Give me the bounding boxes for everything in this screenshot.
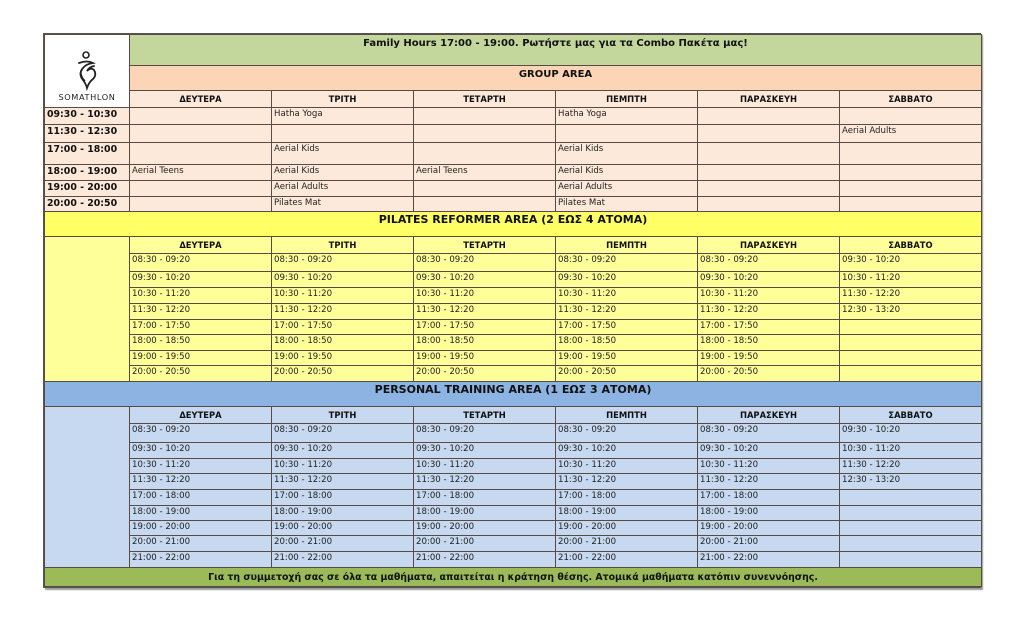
personal_area-row [45, 474, 982, 490]
personal_area-row [45, 459, 982, 474]
time-slot-cell: 20:00 - 20:50 [272, 366, 414, 382]
personal_area-row [45, 552, 982, 568]
family-hours-banner: Family Hours 17:00 - 19:00. Ρωτήστε μας για τα Combo Πακέτα μας! [130, 35, 982, 66]
group-class-cell [130, 181, 272, 197]
time-slot-cell: 19:00 - 20:00 [556, 521, 698, 536]
time-slot-cell [840, 351, 982, 366]
time-slot-cell: 19:00 - 19:50 [272, 351, 414, 366]
logo [45, 35, 130, 108]
group-day-header-row [45, 91, 982, 108]
group-area-title: GROUP AREA [130, 66, 982, 91]
pilates_area-row [45, 335, 982, 351]
time-slot-cell [840, 490, 982, 506]
time-slot-cell: 11:30 - 12:20 [840, 288, 982, 304]
time-slot-cell: 20:00 - 20:50 [130, 366, 272, 382]
group-time-slot: 18:00 - 19:00 [45, 165, 130, 181]
time-slot-cell: 18:00 - 19:00 [130, 506, 272, 521]
day-header: ΠΑΡΑΣΚΕΥΗ [698, 237, 840, 254]
group-class-cell: Aerial Adults [272, 181, 414, 197]
time-slot-cell: 18:00 - 18:50 [556, 335, 698, 351]
time-slot-cell: 11:30 - 12:20 [272, 304, 414, 320]
time-slot-cell: 08:30 - 09:20 [556, 424, 698, 443]
group-class-cell: Aerial Teens [414, 165, 556, 181]
day-header: ΣΑΒΒΑΤΟ [840, 237, 982, 254]
group-class-cell [130, 125, 272, 143]
time-slot-cell: 17:00 - 18:00 [272, 490, 414, 506]
time-slot-cell: 11:30 - 12:20 [556, 304, 698, 320]
time-slot-cell [840, 521, 982, 536]
group-class-cell [698, 181, 840, 197]
time-slot-cell: 08:30 - 09:20 [698, 254, 840, 272]
time-slot-cell: 10:30 - 11:20 [414, 459, 556, 474]
somathlon-figure-logo-icon [72, 51, 102, 91]
day-header: ΤΕΤΑΡΤΗ [414, 407, 556, 424]
pilates_area-side-blank [45, 237, 130, 382]
group-row [45, 197, 982, 212]
group-class-cell [698, 165, 840, 181]
time-slot-cell: 09:30 - 10:20 [414, 272, 556, 288]
time-slot-cell: 10:30 - 11:20 [556, 459, 698, 474]
time-slot-cell: 17:00 - 17:50 [130, 320, 272, 335]
personal_area-row [45, 506, 982, 521]
time-slot-cell: 08:30 - 09:20 [414, 254, 556, 272]
time-slot-cell: 10:30 - 11:20 [272, 288, 414, 304]
pilates_area-title-row [45, 212, 982, 237]
group-class-cell: Aerial Kids [272, 143, 414, 165]
time-slot-cell: 20:00 - 21:00 [272, 536, 414, 552]
group-class-cell: Aerial Adults [840, 125, 982, 143]
group-area-title-row [45, 66, 982, 91]
pilates_area-day-header-row [45, 237, 982, 254]
time-slot-cell: 11:30 - 12:20 [698, 304, 840, 320]
day-header: ΤΕΤΑΡΤΗ [414, 91, 556, 108]
time-slot-cell: 17:00 - 18:00 [556, 490, 698, 506]
time-slot-cell: 10:30 - 11:20 [840, 272, 982, 288]
pilates_area-row [45, 351, 982, 366]
group-class-cell: Hatha Yoga [556, 108, 698, 125]
time-slot-cell: 08:30 - 09:20 [414, 424, 556, 443]
group-row [45, 108, 982, 125]
day-header: ΤΡΙΤΗ [272, 237, 414, 254]
time-slot-cell: 20:00 - 20:50 [698, 366, 840, 382]
pilates_area-row [45, 272, 982, 288]
time-slot-cell: 17:00 - 17:50 [414, 320, 556, 335]
time-slot-cell: 17:00 - 18:00 [130, 490, 272, 506]
time-slot-cell: 09:30 - 10:20 [556, 272, 698, 288]
day-header: ΠΕΜΠΤΗ [556, 237, 698, 254]
time-slot-cell: 09:30 - 10:20 [698, 272, 840, 288]
time-slot-cell: 12:30 - 13:20 [840, 304, 982, 320]
time-slot-cell: 10:30 - 11:20 [840, 443, 982, 459]
group-class-cell: Aerial Kids [556, 143, 698, 165]
time-slot-cell: 20:00 - 21:00 [414, 536, 556, 552]
group-row [45, 125, 982, 143]
time-slot-cell: 21:00 - 22:00 [272, 552, 414, 568]
time-slot-cell: 09:30 - 10:20 [840, 254, 982, 272]
time-slot-cell [840, 506, 982, 521]
group-class-cell [272, 125, 414, 143]
group-class-cell [840, 108, 982, 125]
group-class-cell [840, 165, 982, 181]
group-class-cell [130, 143, 272, 165]
time-slot-cell: 11:30 - 12:20 [698, 474, 840, 490]
time-slot-cell: 18:00 - 19:00 [556, 506, 698, 521]
pilates_area-title: PILATES REFORMER AREA (2 ΕΩΣ 4 ΑΤΟΜΑ) [45, 212, 982, 237]
time-slot-cell: 12:30 - 13:20 [840, 474, 982, 490]
time-slot-cell: 09:30 - 10:20 [556, 443, 698, 459]
day-header: ΔΕΥΤΕΡΑ [130, 407, 272, 424]
time-slot-cell [840, 536, 982, 552]
group-class-cell: Aerial Kids [556, 165, 698, 181]
time-slot-cell: 11:30 - 12:20 [272, 474, 414, 490]
time-slot-cell: 08:30 - 09:20 [130, 424, 272, 443]
time-slot-cell: 18:00 - 19:00 [414, 506, 556, 521]
time-slot-cell: 17:00 - 17:50 [556, 320, 698, 335]
pilates_area-row [45, 254, 982, 272]
group-class-cell [556, 125, 698, 143]
group-time-slot: 11:30 - 12:30 [45, 125, 130, 143]
time-slot-cell: 09:30 - 10:20 [698, 443, 840, 459]
time-slot-cell: 10:30 - 11:20 [272, 459, 414, 474]
time-slot-cell: 18:00 - 18:50 [414, 335, 556, 351]
time-slot-cell: 11:30 - 12:20 [130, 474, 272, 490]
time-slot-cell: 11:30 - 12:20 [130, 304, 272, 320]
time-slot-cell: 20:00 - 20:50 [414, 366, 556, 382]
time-slot-cell [840, 366, 982, 382]
group-class-cell [698, 197, 840, 212]
time-slot-cell: 09:30 - 10:20 [272, 272, 414, 288]
schedule-table [44, 34, 982, 587]
logo-brand-text: SOMATHLON [58, 92, 116, 102]
personal_area-row [45, 443, 982, 459]
booking-notice: Για τη συμμετοχή σας σε όλα τα μαθήματα, απαιτείται η κράτηση θέσης. Ατομικά μαθήματα κατόπιν συνεννόησης. [45, 568, 982, 587]
day-header: ΤΡΙΤΗ [272, 91, 414, 108]
group-class-cell [840, 143, 982, 165]
day-header: ΣΑΒΒΑΤΟ [840, 407, 982, 424]
time-slot-cell: 08:30 - 09:20 [556, 254, 698, 272]
time-slot-cell: 19:00 - 19:50 [130, 351, 272, 366]
time-slot-cell: 10:30 - 11:20 [556, 288, 698, 304]
time-slot-cell: 10:30 - 11:20 [130, 288, 272, 304]
time-slot-cell: 18:00 - 18:50 [272, 335, 414, 351]
personal_area-row [45, 490, 982, 506]
footer-row [45, 568, 982, 587]
time-slot-cell: 21:00 - 22:00 [414, 552, 556, 568]
day-header: ΠΕΜΠΤΗ [556, 91, 698, 108]
group-class-cell: Pilates Mat [556, 197, 698, 212]
day-header: ΔΕΥΤΕΡΑ [130, 237, 272, 254]
pilates_area-row [45, 366, 982, 382]
day-header: ΠΑΡΑΣΚΕΥΗ [698, 407, 840, 424]
time-slot-cell: 18:00 - 18:50 [698, 335, 840, 351]
group-row [45, 181, 982, 197]
group-class-cell [840, 197, 982, 212]
group-class-cell [414, 125, 556, 143]
day-header: ΠΑΡΑΣΚΕΥΗ [698, 91, 840, 108]
group-class-cell: Pilates Mat [272, 197, 414, 212]
time-slot-cell: 17:00 - 18:00 [414, 490, 556, 506]
time-slot-cell: 20:00 - 20:50 [556, 366, 698, 382]
group-class-cell [414, 197, 556, 212]
time-slot-cell: 18:00 - 19:00 [698, 506, 840, 521]
time-slot-cell: 19:00 - 20:00 [130, 521, 272, 536]
group-class-cell [130, 197, 272, 212]
time-slot-cell: 20:00 - 21:00 [130, 536, 272, 552]
group-class-cell: Aerial Teens [130, 165, 272, 181]
day-header: ΠΕΜΠΤΗ [556, 407, 698, 424]
group-time-slot: 17:00 - 18:00 [45, 143, 130, 165]
time-slot-cell: 20:00 - 21:00 [698, 536, 840, 552]
day-header: ΤΡΙΤΗ [272, 407, 414, 424]
time-slot-cell: 08:30 - 09:20 [272, 424, 414, 443]
time-slot-cell [840, 552, 982, 568]
day-header: ΣΑΒΒΑΤΟ [840, 91, 982, 108]
group-class-cell [414, 181, 556, 197]
time-slot-cell: 19:00 - 19:50 [414, 351, 556, 366]
group-class-cell [840, 181, 982, 197]
group-class-cell [698, 143, 840, 165]
time-slot-cell: 09:30 - 10:20 [840, 424, 982, 443]
time-slot-cell: 09:30 - 10:20 [414, 443, 556, 459]
group-class-cell [698, 125, 840, 143]
group-class-cell [698, 108, 840, 125]
group-class-cell [414, 143, 556, 165]
day-header: ΤΕΤΑΡΤΗ [414, 237, 556, 254]
time-slot-cell: 09:30 - 10:20 [130, 272, 272, 288]
group-class-cell [414, 108, 556, 125]
day-header: ΔΕΥΤΕΡΑ [130, 91, 272, 108]
time-slot-cell: 17:00 - 17:50 [698, 320, 840, 335]
time-slot-cell: 19:00 - 20:00 [698, 521, 840, 536]
group-row [45, 143, 982, 165]
time-slot-cell: 09:30 - 10:20 [272, 443, 414, 459]
group-time-slot: 19:00 - 20:00 [45, 181, 130, 197]
time-slot-cell: 19:00 - 20:00 [414, 521, 556, 536]
time-slot-cell: 11:30 - 12:20 [840, 459, 982, 474]
time-slot-cell: 21:00 - 22:00 [556, 552, 698, 568]
time-slot-cell: 19:00 - 19:50 [556, 351, 698, 366]
pilates_area-row [45, 320, 982, 335]
time-slot-cell: 18:00 - 19:00 [272, 506, 414, 521]
pilates_area-row [45, 304, 982, 320]
personal_area-side-blank [45, 407, 130, 568]
time-slot-cell: 08:30 - 09:20 [272, 254, 414, 272]
personal_area-row [45, 536, 982, 552]
time-slot-cell: 08:30 - 09:20 [698, 424, 840, 443]
time-slot-cell: 20:00 - 21:00 [556, 536, 698, 552]
time-slot-cell: 19:00 - 20:00 [272, 521, 414, 536]
group-time-slot: 20:00 - 20:50 [45, 197, 130, 212]
time-slot-cell: 10:30 - 11:20 [414, 288, 556, 304]
time-slot-cell: 11:30 - 12:20 [414, 474, 556, 490]
time-slot-cell: 10:30 - 11:20 [130, 459, 272, 474]
time-slot-cell: 18:00 - 18:50 [130, 335, 272, 351]
pilates_area-row [45, 288, 982, 304]
group-row [45, 165, 982, 181]
time-slot-cell: 17:00 - 17:50 [272, 320, 414, 335]
group-class-cell: Aerial Kids [272, 165, 414, 181]
time-slot-cell: 10:30 - 11:20 [698, 459, 840, 474]
personal_area-row [45, 424, 982, 443]
time-slot-cell: 09:30 - 10:20 [130, 443, 272, 459]
time-slot-cell: 21:00 - 22:00 [130, 552, 272, 568]
personal_area-title-row [45, 382, 982, 407]
time-slot-cell [840, 320, 982, 335]
time-slot-cell: 10:30 - 11:20 [698, 288, 840, 304]
time-slot-cell: 21:00 - 22:00 [698, 552, 840, 568]
time-slot-cell: 08:30 - 09:20 [130, 254, 272, 272]
banner-row [45, 35, 982, 66]
personal_area-title: PERSONAL TRAINING AREA (1 ΕΩΣ 3 ΑΤΟΜΑ) [45, 382, 982, 407]
group-class-cell: Aerial Adults [556, 181, 698, 197]
group-class-cell [130, 108, 272, 125]
group-class-cell: Hatha Yoga [272, 108, 414, 125]
time-slot-cell [840, 335, 982, 351]
group-time-slot: 09:30 - 10:30 [45, 108, 130, 125]
time-slot-cell: 11:30 - 12:20 [414, 304, 556, 320]
time-slot-cell: 11:30 - 12:20 [556, 474, 698, 490]
time-slot-cell: 19:00 - 19:50 [698, 351, 840, 366]
personal_area-row [45, 521, 982, 536]
schedule-sheet [43, 33, 981, 588]
personal_area-day-header-row [45, 407, 982, 424]
time-slot-cell: 17:00 - 18:00 [698, 490, 840, 506]
